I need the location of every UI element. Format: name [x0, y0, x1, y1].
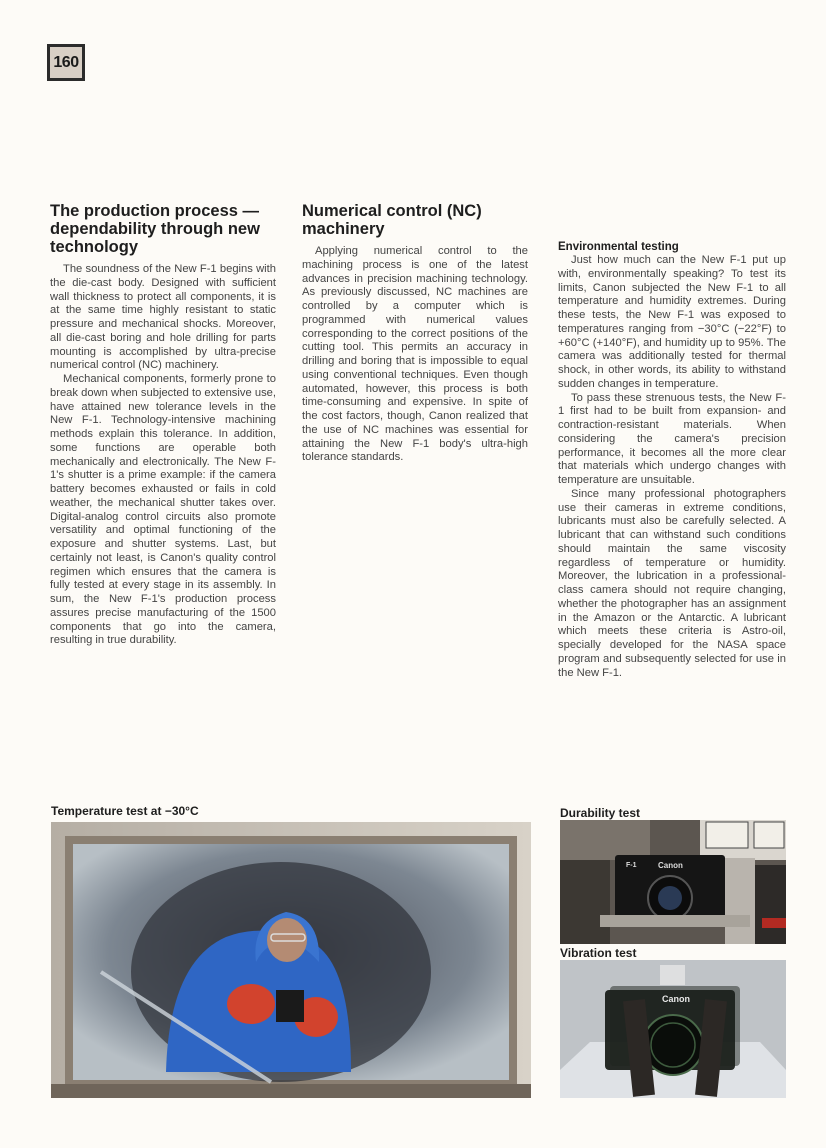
- section-production: [50, 202, 276, 648]
- figure-caption-durability: Durability test: [560, 806, 641, 820]
- paragraph: Applying numerical control to the machining process is one of the latest advances in precision machining technology. As previously discussed, NC machines are controlled by a computer which is programmed with numerical values corresponding to the correct positions of the cutting tool. This permits an accuracy in drilling and boring that is impossible to equal using conventional techniques. Even though automated, however, this process is both time-consuming and expensive. In spite of the cost factors, though, Canon realized that the use of NC machines was essential for attaining the New F-1 body's ultra-high tolerance standards.: [302, 245, 528, 464]
- paragraph: To pass these strenuous tests, the New F-1 first had to be built from expansion- and contraction-resistant materials. When considering the camera's precision performance, it becomes all the more clear that materials which undergo changes with temperature are unsuitable.: [558, 391, 786, 486]
- section-nc-machinery: [302, 202, 528, 465]
- paragraph: Since many professional photographers use their cameras in extreme conditions, lubricants must also be carefully selected. A lubricant that can withstand such conditions should maintain the same viscosity regardless of temperature or humidity. Moreover, the lubrication in a professional-class camera should not require changing, whether the photographer has an assignment in the Amazon or the Antarctic. A lubricant which meets these criteria is Astro-oil, specially developed for the NASA space program and subsequently selected for use in the New F-1.: [558, 487, 786, 679]
- photo-vibration-test: [560, 960, 786, 1098]
- figure-caption-vibration: Vibration test: [560, 946, 637, 960]
- section-heading: The production process — dependability through new technology: [50, 202, 260, 256]
- camera-brand-label: Canon: [662, 994, 690, 1004]
- camera-model-label: F-1: [626, 862, 637, 869]
- photo-temperature-test: [51, 822, 531, 1098]
- paragraph: Mechanical components, formerly prone to break down when subjected to extensive use, have attained new tolerance levels in the New F-1. Technology-intensive machining methods explain this tolerance. In addition, some functions are operable both mechanically and electronically. The New F-1's shutter is a prime example: if the camera battery becomes exhausted or fails in cold weather, the mechanical shutter takes over. Digital-analog control circuits also promote versatility and optimal functioning of the exposure and shutter systems. Last, but certainly not least, is Canon's quality control regimen which ensures that the camera is fully tested at every stage in its assembly. In sum, the New F-1's production process assures precise manufacturing of the 1500 components that go into the camera, resulting in true durability.: [50, 373, 276, 647]
- paragraph: Just how much can the New F-1 put up with, environmentally speaking? To test its limits, Canon subjected the New F-1 to all temperature and humidity extremes. During these tests, the New F-1 was exposed to temperatures ranging from −30°C (−22°F) to +60°C (+140°F), and humidity up to 95%. The camera was additionally tested for thermal shock, in other words, its ability to withstand sudden changes in temperature.: [558, 254, 786, 390]
- figure-caption-temperature: Temperature test at −30°C: [51, 804, 199, 818]
- photo-durability-test: [560, 820, 786, 944]
- page-number: 160: [47, 44, 85, 81]
- section-heading: Environmental testing: [558, 241, 679, 253]
- section-environmental-testing: [558, 241, 786, 680]
- section-heading: Numerical control (NC) machinery: [302, 202, 482, 238]
- camera-brand-label: Canon: [658, 861, 683, 870]
- paragraph: The soundness of the New F-1 begins with the die-cast body. Designed with sufficient wall thickness to protect all components, it is at the same time highly resistant to static pressure and mechanical shocks. Moreover, all die-cast boring and hole drilling for parts mounting is accomplished by ultra-precise numerical control (NC) machinery.: [50, 263, 276, 372]
